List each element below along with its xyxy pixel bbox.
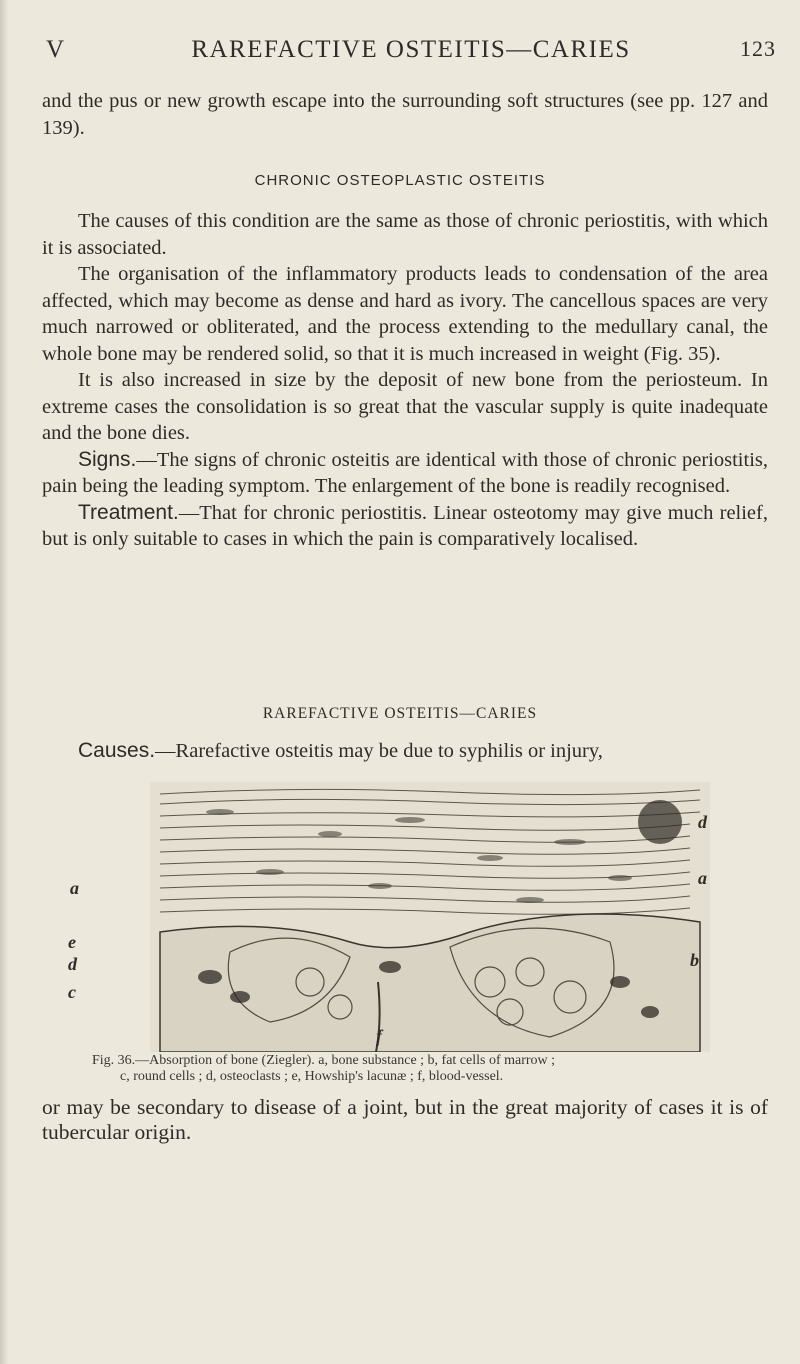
label-d-left: d [68,954,77,974]
page-edge [0,0,8,1364]
section-heading-osteoplastic: CHRONIC OSTEOPLASTIC OSTEITIS [254,172,546,189]
label-d-top: d [698,812,707,832]
causes-line: Causes.—Rarefactive osteitis may be due to syphilis or injury, [78,739,603,762]
treatment-paragraph: Treatment.—That for chronic periostitis. Linear osteotomy may give much relief, but is only suitable to cases in which the pain is comparatively localised. [42,500,768,550]
caption-line-2: c, round cells ; d, osteoclasts ; e, Howship's lacunæ ; f, blood-vessel. [120,1069,504,1084]
treatment-label: Treatment. [78,500,179,524]
signs-label: Signs. [78,447,137,471]
running-title: RAREFACTIVE OSTEITIS—CARIES [191,36,631,63]
section-heading-caries: RAREFACTIVE OSTEITIS—CARIES [262,705,538,722]
size-paragraph: It is also increased in size by the deposit of new bone from the periosteum. In extreme cases the consolidation is so great that the vascular supply is quite inadequate and the bone dies. [42,369,768,444]
page-number: 123 [740,36,776,61]
organisation-paragraph: The organisation of the inflammatory products leads to condensation of the area affected, which may become as dense and hard as ivory. The cancellous spaces are very much narrowed or obliterated, and the process extending to the medullary canal, the whole bone may be rendered solid, so that it is much increased in weight (Fig. 35). [42,263,768,365]
caption-line-1: Fig. 36.—Absorption of bone (Ziegler). a, bone substance ; b, fat cells of marrow ; [92,1053,556,1068]
label-a-right: a [698,868,707,888]
figure-caption [92,1053,772,1085]
bone-engraving [150,782,710,1052]
intro-paragraph: and the pus or new growth escape into the surrounding soft structures (see pp. 127 and 139). [42,90,768,139]
continuation-paragraph: or may be secondary to disease of a joint, but in the great majority of cases it is of tubercular origin. [42,1095,768,1144]
chapter-number: V [46,36,66,63]
label-f: f [376,1026,382,1046]
causes-label: Causes. [78,739,156,762]
label-c: c [68,982,76,1002]
label-e: e [68,932,76,952]
causes-paragraph: The causes of this condition are the same as those of chronic periostitis, with which it is associated. [42,210,768,259]
signs-paragraph: Signs.—The signs of chronic osteitis are identical with those of chronic periostitis, pain being the leading symptom. The enlargement of the bone is readily recognised. [42,447,768,497]
osteoplastic-body [42,208,768,553]
bone-absorption-figure [68,782,710,1052]
running-header [46,36,776,72]
label-b: b [690,950,699,970]
label-a-left: a [70,878,79,898]
